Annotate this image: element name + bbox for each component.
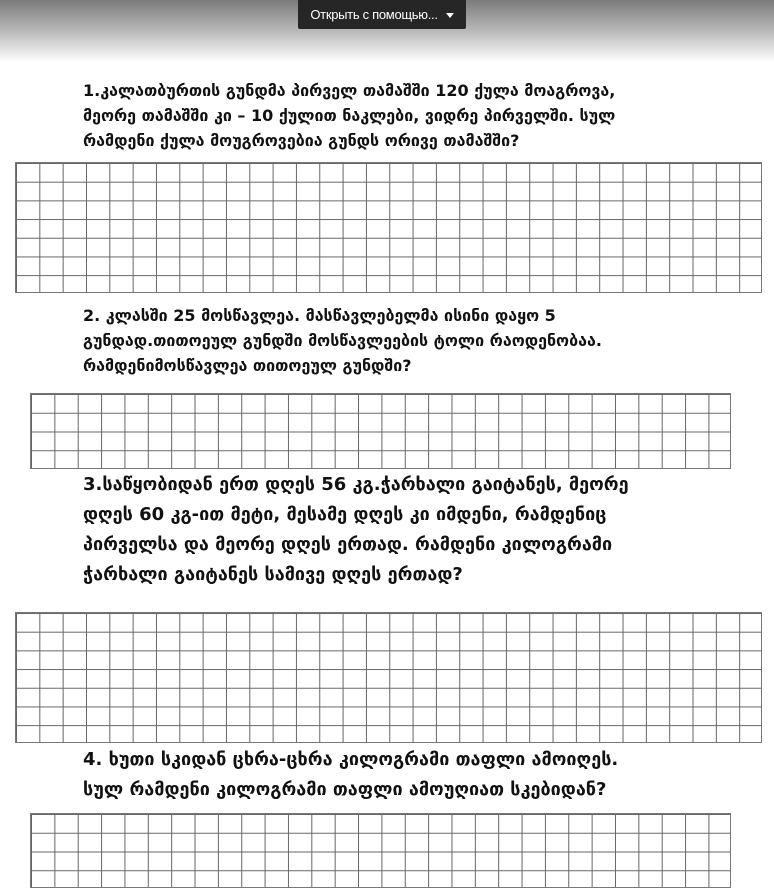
- question-line: პირველსა და მეორე დღეს ერთად. რამდენი კილოგრამი: [83, 534, 613, 555]
- question-line: რამდენი ქულა მოუგროვებია გუნდს ორივე თამაშში?: [83, 131, 520, 150]
- question-line: რამდენიმოსწავლეა თითოეულ გუნდში?: [83, 356, 412, 375]
- question-4: [83, 745, 618, 805]
- question-line: 2. კლასში 25 მოსწავლეა. მასწავლებელმა ისინი დაყო 5: [83, 306, 556, 325]
- open-with-label: Открыть с помощью...: [310, 7, 438, 22]
- question-line: გუნდად.თითოეულ გუნდში მოსწავლეების ტოლი რაოდენობაა.: [83, 331, 602, 350]
- question-2: [83, 303, 602, 378]
- question-line: 3.საწყობიდან ერთ დღეს 56 კგ.ჭარხალი გაიტანეს, მეორე: [83, 474, 629, 495]
- answer-grid-2: [30, 393, 731, 469]
- question-3: [83, 470, 629, 590]
- question-line: მეორე თამაშში კი – 10 ქულით ნაკლები, ვიდრე პირველში. სულ: [83, 106, 616, 125]
- question-line: სულ რამდენი კილოგრამი თაფლი ამოუღიათ სკებიდან?: [83, 779, 607, 800]
- question-1: [83, 78, 615, 153]
- answer-grid-1: [15, 162, 762, 293]
- question-line: დღეს 60 კგ-ით მეტი, მესამე დღეს კი იმდენი, რამდენიც: [83, 504, 607, 525]
- answer-grid-4: [30, 813, 731, 888]
- preview-toolbar: [0, 0, 774, 62]
- question-line: ჭარხალი გაიტანეს სამივე დღეს ერთად?: [83, 564, 463, 585]
- open-with-button[interactable]: [298, 0, 466, 29]
- chevron-down-icon: [446, 13, 454, 18]
- question-line: 1.კალათბურთის გუნდმა პირველ თამაშში 120 ქულა მოაგროვა,: [83, 81, 616, 100]
- answer-grid-3: [15, 612, 762, 743]
- question-line: 4. ხუთი სკიდან ცხრა-ცხრა კილოგრამი თაფლი ამოიღეს.: [83, 749, 619, 770]
